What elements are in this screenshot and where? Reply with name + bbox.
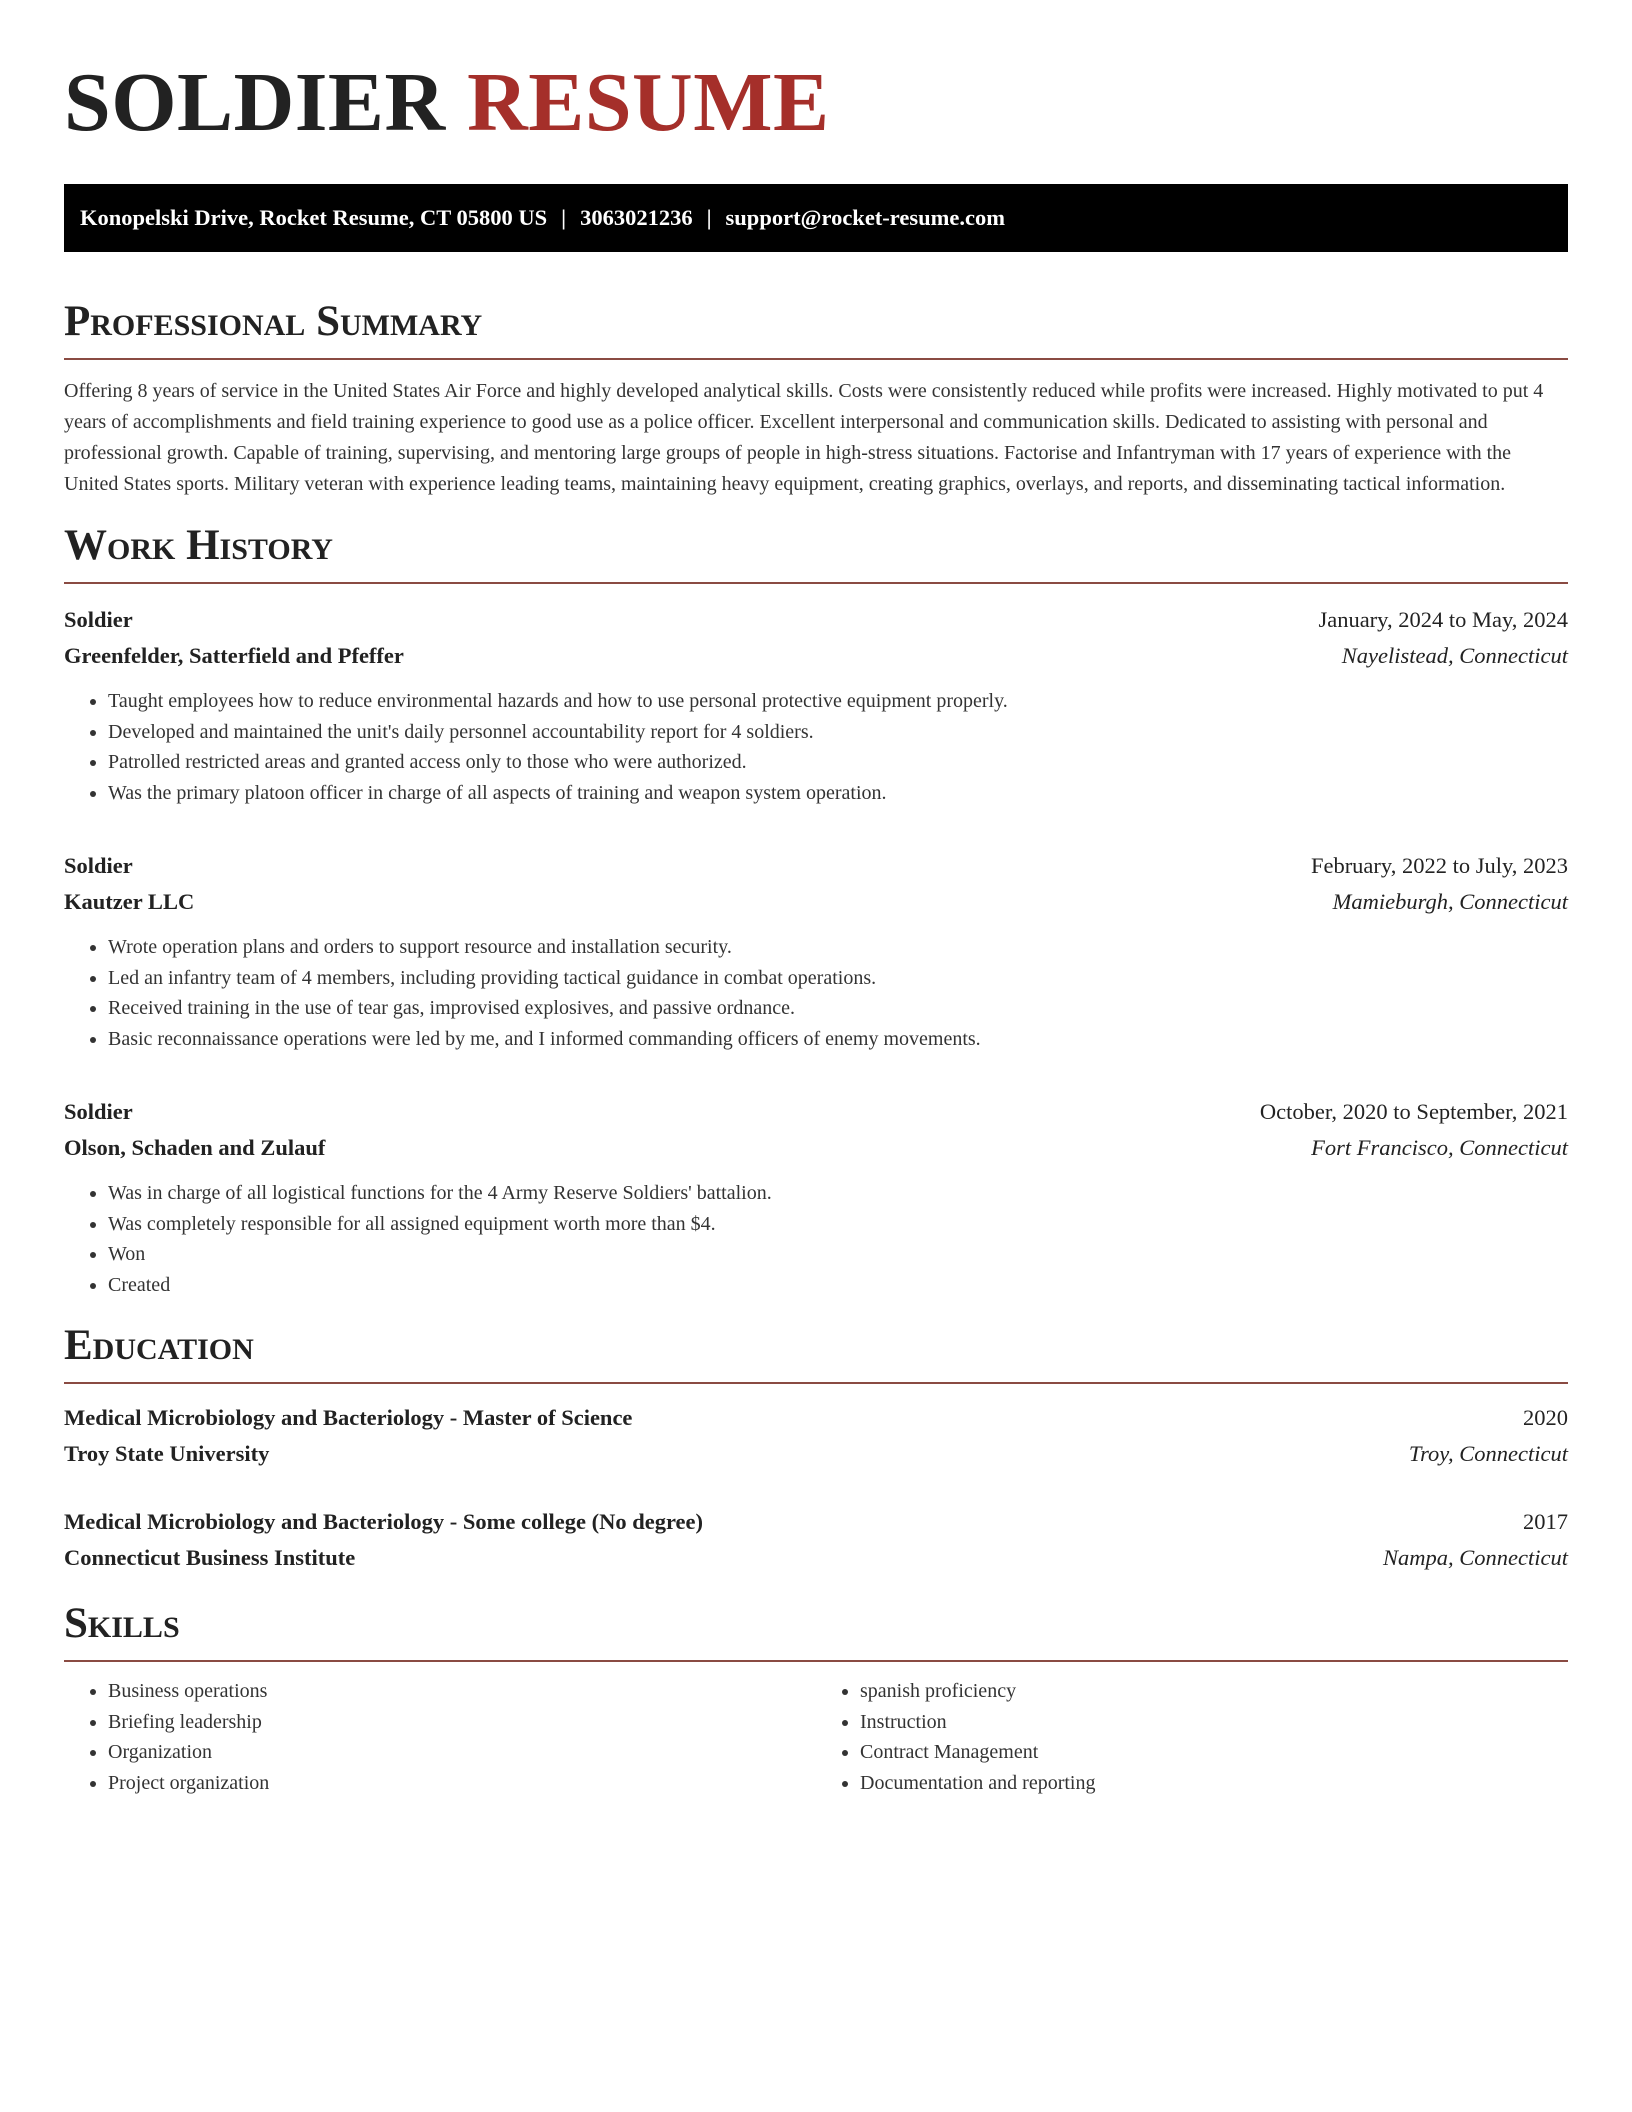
- job-company-row: [64, 1130, 1568, 1166]
- contact-separator: |: [706, 205, 712, 230]
- job-duties-list: [64, 1178, 1568, 1300]
- job-title-row: [64, 848, 1568, 884]
- job-location: Fort Francisco, Connecticut: [1311, 1135, 1568, 1160]
- skill-item: • spanish proficiency: [860, 1676, 1568, 1707]
- job-entry: [64, 848, 1568, 1054]
- skill-item: • Business operations: [108, 1676, 816, 1707]
- skill-item: • Project organization: [108, 1768, 816, 1799]
- skill-item: • Contract Management: [860, 1737, 1568, 1768]
- school-location: Troy, Connecticut: [1408, 1441, 1568, 1466]
- job-entry: [64, 1094, 1568, 1300]
- contact-address: Konopelski Drive, Rocket Resume, CT 05800 US: [80, 205, 548, 230]
- job-duty: • Patrolled restricted areas and granted access only to those who were authorized.: [108, 747, 1568, 778]
- job-duty: • Basic reconnaissance operations were led by me, and I informed commanding officers of enemy movements.: [108, 1024, 1568, 1055]
- education-heading: Education: [64, 1320, 1568, 1384]
- resume-title: [64, 56, 1568, 150]
- education-entry: [64, 1400, 1568, 1472]
- job-title: Soldier: [64, 607, 133, 632]
- job-duty: • Wrote operation plans and orders to support resource and installation security.: [108, 932, 1568, 963]
- job-title-row: [64, 602, 1568, 638]
- job-duty: • Won: [108, 1239, 1568, 1270]
- skill-item: • Instruction: [860, 1707, 1568, 1738]
- work-history-heading: Work History: [64, 520, 1568, 584]
- school-name: Troy State University: [64, 1441, 270, 1466]
- job-duties-list: [64, 686, 1568, 808]
- contact-bar: [64, 184, 1568, 252]
- job-company: Kautzer LLC: [64, 889, 195, 914]
- job-duty: • Taught employees how to reduce environmental hazards and how to use personal protective equipment properly.: [108, 686, 1568, 717]
- job-dates: January, 2024 to May, 2024: [1318, 607, 1568, 632]
- school-row: [64, 1436, 1568, 1472]
- job-duty: • Was the primary platoon officer in charge of all aspects of training and weapon system operation.: [108, 778, 1568, 809]
- job-company-row: [64, 638, 1568, 674]
- contact-separator: |: [561, 205, 567, 230]
- school-row: [64, 1540, 1568, 1576]
- job-title: Soldier: [64, 1099, 133, 1124]
- graduation-year: 2020: [1523, 1405, 1568, 1430]
- job-title: Soldier: [64, 853, 133, 878]
- degree: Medical Microbiology and Bacteriology - Some college (No degree): [64, 1509, 704, 1534]
- graduation-year: 2017: [1523, 1509, 1568, 1534]
- contact-email[interactable]: support@rocket-resume.com: [725, 205, 1005, 230]
- skill-item: • Documentation and reporting: [860, 1768, 1568, 1799]
- job-company: Greenfelder, Satterfield and Pfeffer: [64, 643, 404, 668]
- skills-grid: [64, 1676, 1568, 1798]
- job-location: Nayelistead, Connecticut: [1341, 643, 1568, 668]
- summary-heading: Professional Summary: [64, 296, 1568, 360]
- job-duties-list: [64, 932, 1568, 1054]
- title-main: SOLDIER: [64, 56, 446, 149]
- job-duty: • Developed and maintained the unit's daily personnel accountability report for 4 soldiers.: [108, 717, 1568, 748]
- skill-item: • Organization: [108, 1737, 816, 1768]
- job-company: Olson, Schaden and Zulauf: [64, 1135, 326, 1160]
- job-duty: • Was completely responsible for all assigned equipment worth more than $4.: [108, 1209, 1568, 1240]
- degree: Medical Microbiology and Bacteriology - Master of Science: [64, 1405, 633, 1430]
- job-dates: October, 2020 to September, 2021: [1259, 1099, 1568, 1124]
- school-location: Nampa, Connecticut: [1383, 1545, 1568, 1570]
- education-entry: [64, 1504, 1568, 1576]
- job-entry: [64, 602, 1568, 808]
- summary-text: Offering 8 years of service in the United States Air Force and highly developed analytical skills. Costs were consistently reduced while profits were increased. Highly motivated to put 4 years of accomplishments and field training experience to good use as a police officer. Excellent interpersonal and communication skills. Dedicated to assisting with personal and professional growth. Capable of training, supervising, and mentoring large groups of people in high-stress situations. Factorise and Infantryman with 17 years of experience with the United States sports. Military veteran with experience leading teams, maintaining heavy equipment, creating graphics, overlays, and reports, and disseminating tactical information.: [64, 380, 1544, 495]
- job-duty: • Created: [108, 1270, 1568, 1301]
- job-location: Mamieburgh, Connecticut: [1332, 889, 1568, 914]
- job-title-row: [64, 1094, 1568, 1130]
- skills-list-left: [64, 1676, 816, 1798]
- degree-row: [64, 1504, 1568, 1540]
- job-duty: • Was in charge of all logistical functions for the 4 Army Reserve Soldiers' battalion.: [108, 1178, 1568, 1209]
- skill-item: • Briefing leadership: [108, 1707, 816, 1738]
- skills-heading: Skills: [64, 1598, 1568, 1662]
- school-name: Connecticut Business Institute: [64, 1545, 356, 1570]
- contact-phone: 3063021236: [580, 205, 693, 230]
- job-dates: February, 2022 to July, 2023: [1310, 853, 1568, 878]
- job-duty: • Led an infantry team of 4 members, including providing tactical guidance in combat operations.: [108, 963, 1568, 994]
- job-duty: • Received training in the use of tear gas, improvised explosives, and passive ordnance.: [108, 993, 1568, 1024]
- title-accent: RESUME: [467, 56, 830, 149]
- skills-list-right: [816, 1676, 1568, 1798]
- job-company-row: [64, 884, 1568, 920]
- degree-row: [64, 1400, 1568, 1436]
